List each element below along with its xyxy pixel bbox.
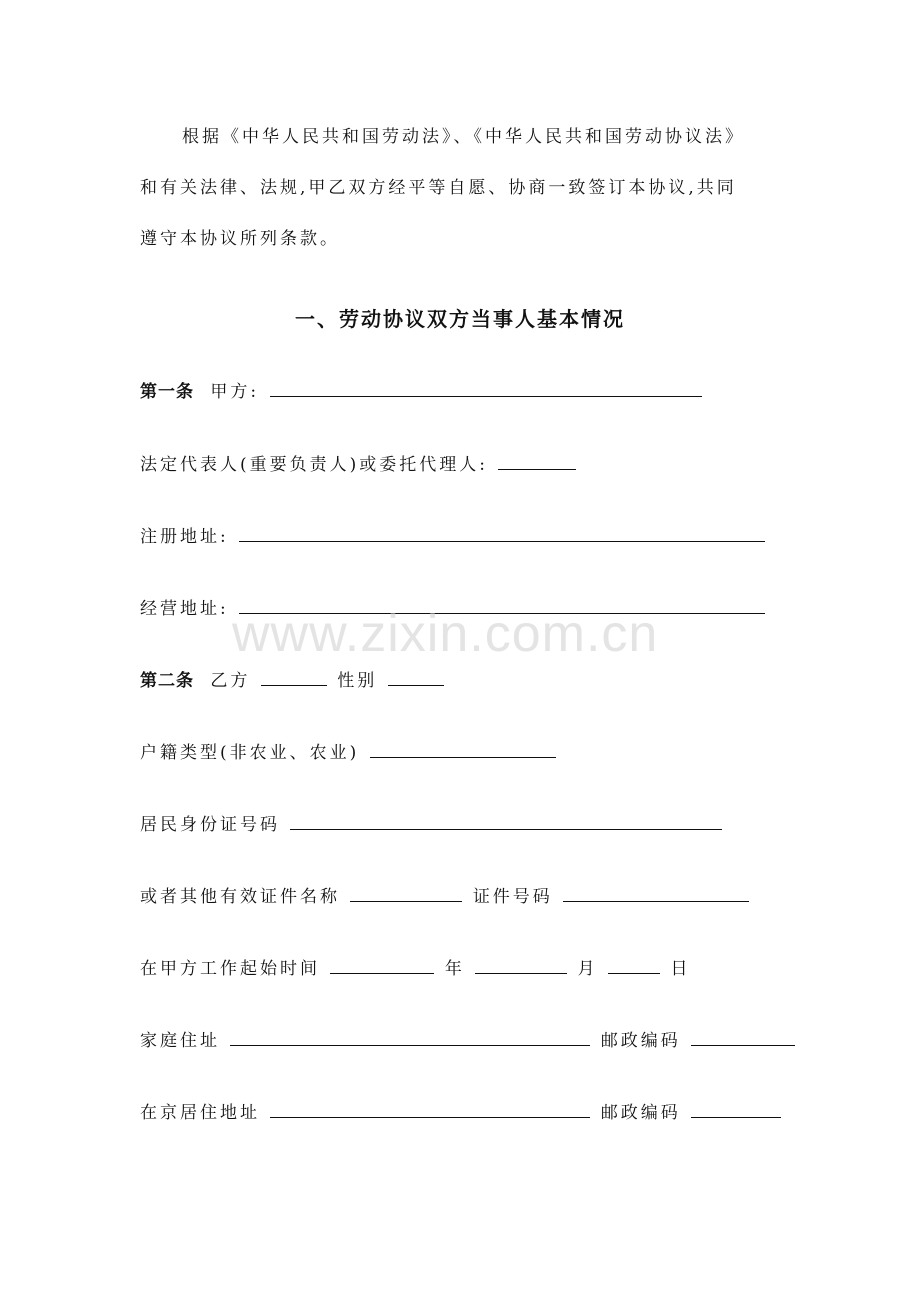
party-b-blank[interactable]: [261, 669, 327, 686]
preamble-line-3: [140, 229, 340, 249]
legal-rep-blank[interactable]: [498, 453, 576, 470]
other-cert-row: [140, 885, 751, 907]
start-date-row: [140, 957, 690, 979]
article-2-label: 第二条: [140, 671, 194, 691]
registered-address-label: 注册地址:: [140, 527, 229, 547]
home-address-label: 家庭住址: [140, 1031, 220, 1051]
preamble-line-2: [140, 178, 737, 198]
year-label: 年: [444, 959, 465, 979]
legal-rep-row: [140, 453, 578, 475]
household-type-blank[interactable]: [370, 741, 556, 758]
day-blank[interactable]: [608, 957, 660, 974]
start-date-label: 在甲方工作起始时间: [140, 959, 320, 979]
id-number-blank[interactable]: [290, 813, 722, 830]
month-blank[interactable]: [475, 957, 567, 974]
id-number-label: 居民身份证号码: [140, 815, 280, 835]
preamble-text-1: 根据《中华人民共和国劳动法》、《中华人民共和国劳动协议法》: [182, 127, 745, 147]
month-label: 月: [577, 959, 598, 979]
registered-address-blank[interactable]: [239, 525, 765, 542]
beijing-address-label: 在京居住地址: [140, 1103, 260, 1123]
year-blank[interactable]: [330, 957, 434, 974]
household-type-label: 户籍类型(非农业、农业): [140, 743, 360, 763]
gender-blank[interactable]: [388, 669, 444, 686]
day-label: 日: [670, 959, 691, 979]
home-address-row: [140, 1029, 797, 1051]
party-a-label: 甲方:: [210, 382, 260, 402]
cert-number-blank[interactable]: [563, 885, 749, 902]
beijing-address-row: [140, 1101, 783, 1123]
beijing-address-blank[interactable]: [270, 1101, 590, 1118]
party-a-blank[interactable]: [270, 380, 702, 397]
watermark: www.zixin.com.cn: [232, 605, 659, 663]
postcode-2-blank[interactable]: [691, 1101, 781, 1118]
preamble-line-1: [182, 127, 745, 147]
postcode-blank[interactable]: [691, 1029, 795, 1046]
legal-rep-label: 法定代表人(重要负责人)或委托代理人:: [140, 455, 488, 475]
other-cert-name-label: 或者其他有效证件名称: [140, 887, 340, 907]
cert-number-label: 证件号码: [472, 887, 553, 907]
preamble-text-2: 和有关法律、法规,甲乙双方经平等自愿、协商一致签订本协议,共同: [140, 178, 737, 198]
household-type-row: [140, 741, 558, 763]
article-1-label: 第一条: [140, 382, 194, 402]
party-b-label: 乙方: [210, 671, 251, 691]
postcode-label: 邮政编码: [600, 1031, 681, 1051]
id-number-row: [140, 813, 724, 835]
other-cert-name-blank[interactable]: [350, 885, 462, 902]
business-address-row: [140, 597, 767, 619]
home-address-blank[interactable]: [230, 1029, 590, 1046]
article-2-party-b-row: [140, 669, 446, 691]
preamble-text-3: 遵守本协议所列条款。: [140, 229, 340, 249]
business-address-label: 经营地址:: [140, 599, 229, 619]
gender-label: 性别: [337, 671, 378, 691]
business-address-blank[interactable]: [239, 597, 765, 614]
article-1-party-a-row: [140, 380, 704, 402]
postcode-2-label: 邮政编码: [600, 1103, 681, 1123]
registered-address-row: [140, 525, 767, 547]
section-heading: 一、劳动协议双方当事人基本情况: [295, 307, 625, 331]
